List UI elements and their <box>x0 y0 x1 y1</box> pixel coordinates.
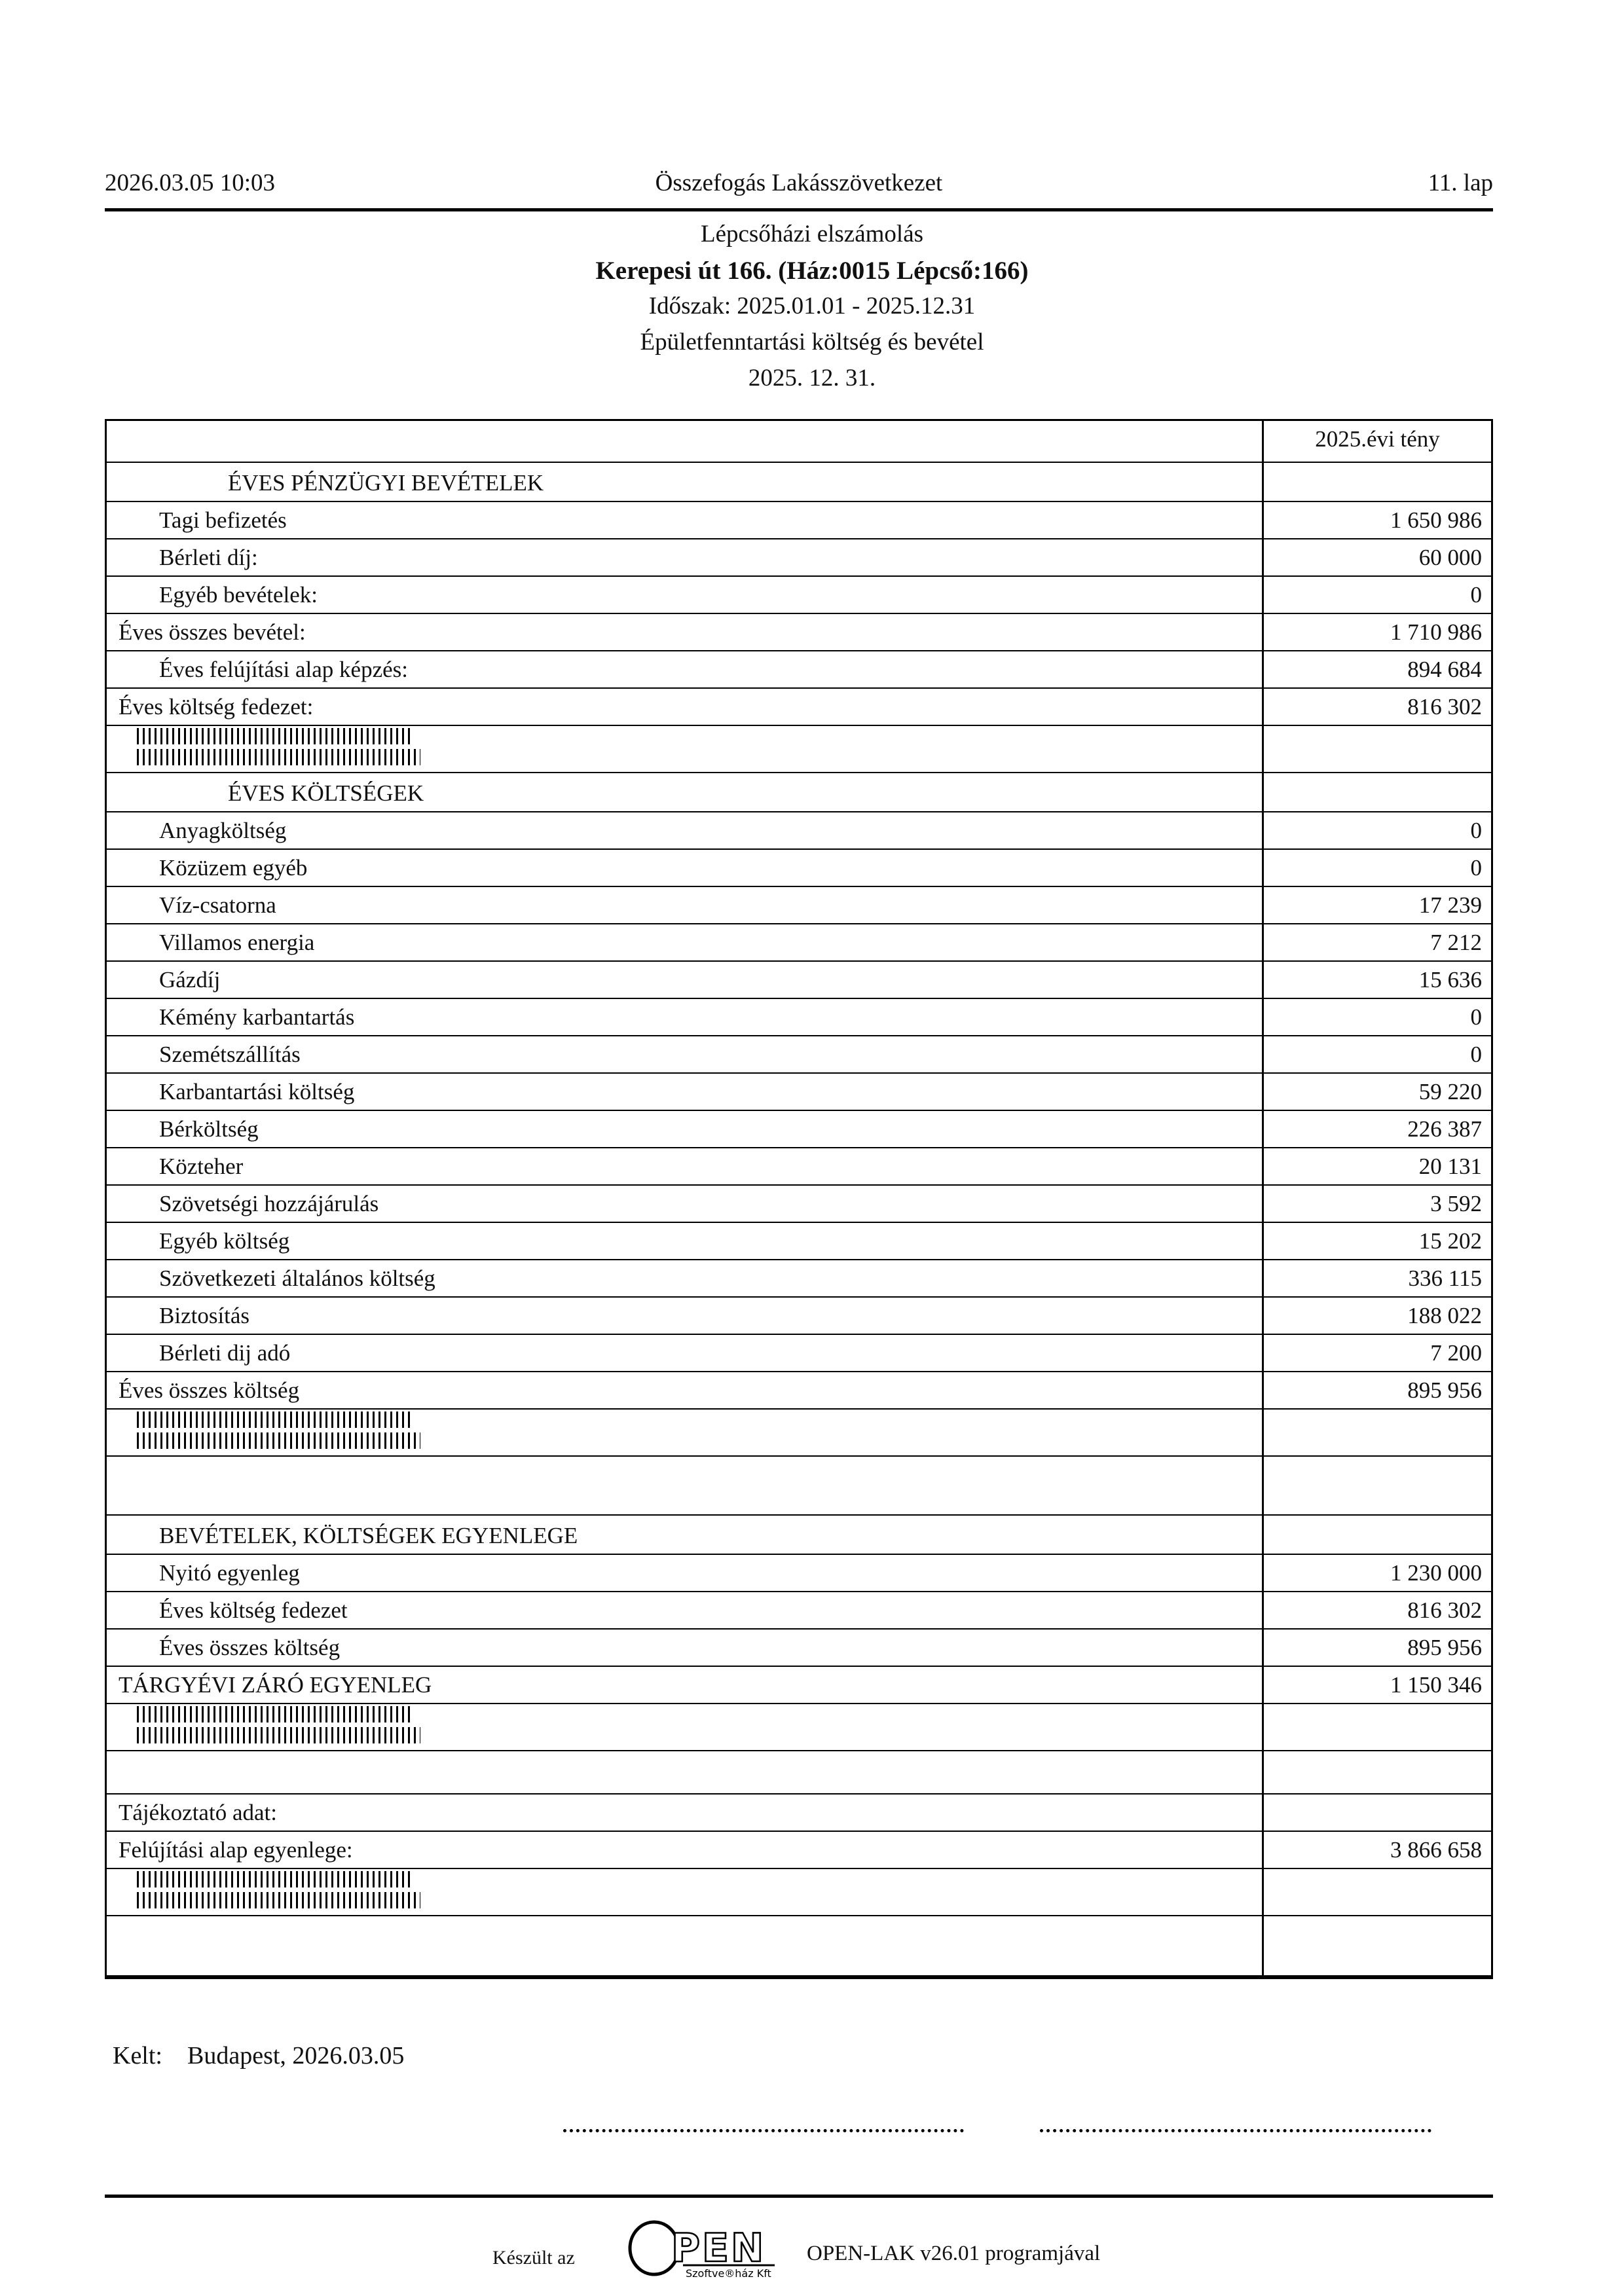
row-label: TÁRGYÉVI ZÁRÓ EGYENLEG <box>119 1672 432 1698</box>
value-column-header: 2025.évi tény <box>1262 421 1491 462</box>
table-row <box>107 1148 1491 1186</box>
row-label: Éves összes költség <box>159 1635 341 1660</box>
row-label: Közüzem egyéb <box>159 855 308 881</box>
row-value: 15 636 <box>1262 962 1491 998</box>
row-value: 1 230 000 <box>1262 1555 1491 1591</box>
row-label: Éves felújítási alap képzés: <box>159 657 408 682</box>
table-row <box>107 773 1491 812</box>
table-row <box>107 1832 1491 1869</box>
table-row <box>107 651 1491 689</box>
row-label: Éves költség fedezet: <box>119 694 314 720</box>
open-logo-graphic <box>625 2218 789 2281</box>
signature-line-left <box>563 2120 964 2132</box>
row-value: 816 302 <box>1262 1592 1491 1628</box>
table-row <box>107 1869 1491 1916</box>
table-row <box>107 1704 1491 1751</box>
row-label: Tájékoztató adat: <box>119 1800 277 1825</box>
table-row <box>107 689 1491 726</box>
table-row <box>107 887 1491 924</box>
table-row <box>107 1111 1491 1148</box>
row-label: Egyéb bevételek: <box>159 582 318 608</box>
organization-name: Összefogás Lakásszövetkezet <box>655 170 943 196</box>
row-label: Egyéb költség <box>159 1228 290 1254</box>
row-label <box>107 1751 1262 1793</box>
row-label: Felújítási alap egyenlege: <box>119 1837 353 1863</box>
row-value: 3 592 <box>1262 1186 1491 1222</box>
svg-text:Szoftve®ház Kft: Szoftve®ház Kft <box>686 2267 771 2280</box>
row-label: Anyagköltség <box>159 818 287 843</box>
row-value <box>1262 1704 1491 1750</box>
row-value: 0 <box>1262 812 1491 848</box>
row-label: Tagi befizetés <box>159 507 287 533</box>
table-row <box>107 539 1491 577</box>
page-header <box>105 169 1493 197</box>
row-value: 3 866 658 <box>1262 1832 1491 1868</box>
table-row <box>107 614 1491 651</box>
row-value <box>1262 726 1491 772</box>
table-row <box>107 577 1491 614</box>
row-value: 895 956 <box>1262 1372 1491 1408</box>
row-value: 7 212 <box>1262 924 1491 960</box>
row-label <box>107 1457 1262 1514</box>
row-value <box>1262 1457 1491 1514</box>
row-value: 59 220 <box>1262 1074 1491 1110</box>
row-value <box>1262 1795 1491 1831</box>
row-value: 1 650 986 <box>1262 502 1491 538</box>
row-label: BEVÉTELEK, KÖLTSÉGEK EGYENLEGE <box>159 1523 578 1548</box>
hatch-separator <box>137 728 420 765</box>
row-value <box>1262 463 1491 501</box>
table-row <box>107 1260 1491 1298</box>
table-row <box>107 1186 1491 1223</box>
row-label: Szemétszállítás <box>159 1042 301 1067</box>
table-row <box>107 1751 1491 1795</box>
row-value: 0 <box>1262 577 1491 613</box>
row-value: 226 387 <box>1262 1111 1491 1147</box>
print-timestamp: 2026.03.05 10:03 <box>105 170 276 196</box>
table-row <box>107 1372 1491 1410</box>
table-row <box>107 999 1491 1036</box>
row-label: Szövetségi hozzájárulás <box>159 1191 379 1216</box>
table-row <box>107 1516 1491 1555</box>
row-value <box>1262 1410 1491 1455</box>
row-label: Biztosítás <box>159 1303 250 1328</box>
table-row <box>107 962 1491 999</box>
made-with-prefix: Készült az <box>492 2247 575 2269</box>
row-label: Karbantartási költség <box>159 1079 355 1104</box>
row-value: 1 710 986 <box>1262 614 1491 650</box>
row-label <box>107 1916 1262 1975</box>
row-label: ÉVES KÖLTSÉGEK <box>228 780 424 806</box>
table-row <box>107 1630 1491 1667</box>
table-row <box>107 1335 1491 1372</box>
row-value: 336 115 <box>1262 1260 1491 1296</box>
table-row <box>107 1457 1491 1516</box>
made-with-suffix: OPEN-LAK v26.01 programjával <box>807 2242 1101 2265</box>
row-label: Villamos energia <box>159 930 315 955</box>
table-row <box>107 1592 1491 1630</box>
table-row <box>107 1555 1491 1592</box>
row-label: Víz-csatorna <box>159 892 276 918</box>
table-row <box>107 726 1491 773</box>
report-date: 2025. 12. 31. <box>748 365 876 392</box>
report-title: Lépcsőházi elszámolás <box>700 221 924 247</box>
row-label: Éves összes költség <box>119 1377 300 1403</box>
title-block <box>0 220 1624 400</box>
row-value: 0 <box>1262 999 1491 1035</box>
header-rule <box>105 208 1493 211</box>
row-label: Nyitó egyenleg <box>159 1560 300 1586</box>
row-label <box>107 1410 1262 1455</box>
address-line: Kerepesi út 166. (Ház:0015 Lépcső:166) <box>595 257 1029 285</box>
row-label: Gázdíj <box>159 967 221 993</box>
row-value: 188 022 <box>1262 1298 1491 1334</box>
open-softwarehouse-logo <box>625 2218 789 2284</box>
table-row <box>107 1795 1491 1832</box>
row-value <box>1262 1869 1491 1915</box>
row-value <box>1262 773 1491 811</box>
row-value: 0 <box>1262 850 1491 886</box>
table-row <box>107 502 1491 539</box>
table-row <box>107 1223 1491 1260</box>
table-row <box>107 1667 1491 1704</box>
row-value: 894 684 <box>1262 651 1491 687</box>
page-number: 11. lap <box>1428 170 1493 196</box>
period-line: Időszak: 2025.01.01 - 2025.12.31 <box>648 293 976 319</box>
hatch-separator <box>137 1412 420 1449</box>
signature-line-right <box>1040 2120 1431 2132</box>
table-row <box>107 924 1491 962</box>
table-row <box>107 1298 1491 1335</box>
row-value: 0 <box>1262 1036 1491 1072</box>
table-row <box>107 1410 1491 1457</box>
row-value: 7 200 <box>1262 1335 1491 1371</box>
table-row <box>107 1036 1491 1074</box>
row-label <box>107 1869 1262 1915</box>
row-label: Éves összes bevétel: <box>119 619 306 645</box>
table-row <box>107 463 1491 502</box>
row-label: Bérleti díj: <box>159 545 258 570</box>
hatch-separator <box>137 1706 420 1743</box>
row-label: Közteher <box>159 1154 244 1179</box>
row-value <box>1262 1916 1491 1975</box>
row-label: Éves költség fedezet <box>159 1597 348 1623</box>
row-value: 15 202 <box>1262 1223 1491 1259</box>
row-label: Kémény karbantartás <box>159 1004 355 1030</box>
table-row <box>107 850 1491 887</box>
row-label <box>107 421 1262 462</box>
row-label: Szövetkezeti általános költség <box>159 1266 435 1291</box>
row-value <box>1262 1751 1491 1793</box>
row-label <box>107 726 1262 772</box>
row-value <box>1262 1516 1491 1554</box>
table-row <box>107 421 1491 463</box>
date-of-issue <box>113 2041 404 2070</box>
row-value: 1 150 346 <box>1262 1667 1491 1703</box>
table-row <box>107 1916 1491 1975</box>
svg-text:PEN: PEN <box>671 2225 766 2271</box>
row-value: 895 956 <box>1262 1630 1491 1666</box>
row-label: Bérleti dij adó <box>159 1340 291 1366</box>
row-value: 20 131 <box>1262 1148 1491 1184</box>
row-value: 816 302 <box>1262 689 1491 725</box>
table-row <box>107 1074 1491 1111</box>
row-label <box>107 1704 1262 1750</box>
date-of-issue-label: Kelt: <box>113 2042 162 2069</box>
report-table <box>105 419 1493 1979</box>
row-value: 17 239 <box>1262 887 1491 923</box>
row-label: ÉVES PÉNZÜGYI BEVÉTELEK <box>228 470 544 496</box>
report-subtitle: Épületfenntartási költség és bevétel <box>640 329 984 355</box>
footer-rule <box>105 2195 1493 2198</box>
row-value: 60 000 <box>1262 539 1491 575</box>
date-of-issue-value: Budapest, 2026.03.05 <box>187 2042 405 2069</box>
hatch-separator <box>137 1871 420 1908</box>
row-label: Bérköltség <box>159 1116 259 1142</box>
table-row <box>107 812 1491 850</box>
